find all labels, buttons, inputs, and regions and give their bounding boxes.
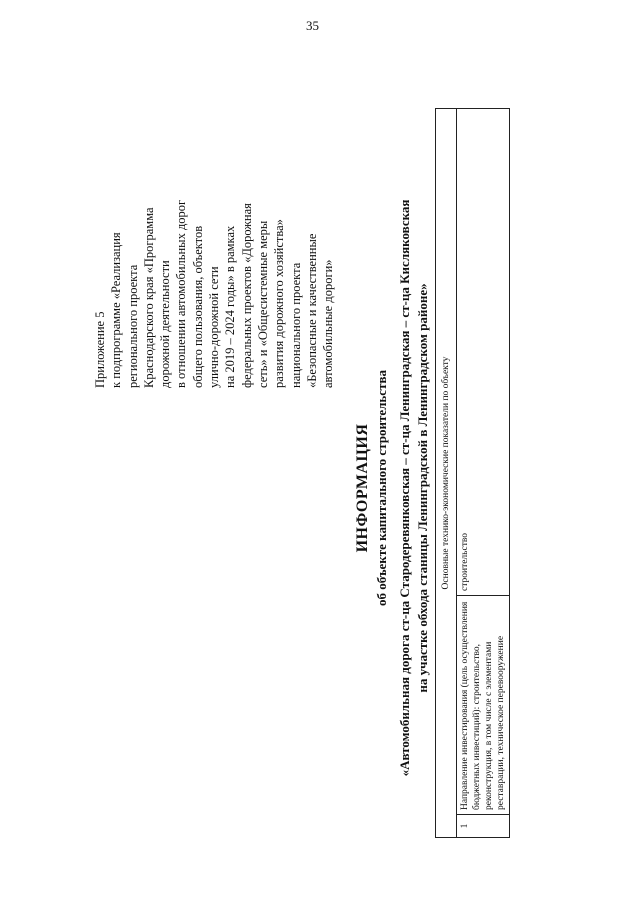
- appendix-line: дорожной деятельности: [158, 260, 173, 388]
- document-title: ИНФОРМАЦИЯ: [354, 423, 371, 553]
- appendix-line: общего пользования, объектов: [190, 225, 205, 388]
- appendix-line: в отношении автомобильных дорог: [174, 199, 189, 388]
- row-indicator-value: строительство: [457, 109, 510, 596]
- appendix-line: к подпрограмме «Реализация: [109, 232, 124, 388]
- document-subtitle: об объекте капитального строительства: [374, 370, 389, 606]
- table-row: [457, 109, 510, 838]
- appendix-line: автомобильные дороги»: [321, 259, 336, 388]
- appendix-line: Краснодарского края «Программа: [141, 207, 156, 388]
- appendix-note: [92, 128, 336, 388]
- appendix-line: сеть» и «Общесистемные меры: [255, 220, 270, 388]
- appendix-line: улично-дорожной сети: [207, 266, 222, 388]
- page-number: 35: [306, 18, 319, 33]
- appendix-line: Приложение 5: [93, 311, 107, 388]
- table-section-header: Основные технико-экономические показатели по объекту: [436, 109, 457, 838]
- appendix-line: национального проекта: [288, 262, 303, 388]
- object-name-line-2: на участке обхода станицы Ленинградской в Ленинградском районе»: [415, 283, 430, 693]
- indicators-table: [435, 108, 510, 838]
- appendix-line: федеральных проектов «Дорожная: [239, 203, 254, 388]
- object-name-line-1: «Автомобильная дорога ст-ца Стародеревянковская – ст-ца Ленинградская – ст-ца Кисляковская: [397, 199, 412, 777]
- appendix-line: «Безопасные и качественные: [304, 233, 319, 388]
- appendix-line: регионального проекта: [125, 264, 140, 388]
- rotated-page-content: [52, 98, 597, 858]
- table-section-header-row: [436, 109, 457, 838]
- appendix-line: на 2019 – 2024 годы» в рамках: [223, 225, 238, 388]
- row-number: 1: [457, 815, 510, 838]
- row-indicator-name: Направление инвестирования (цель осуществления бюджетных инвестиций): строительство, реконструкция, в том числе с элементами реставрации, техническое перевооружение: [457, 596, 510, 815]
- appendix-line: развития дорожного хозяйства»: [272, 219, 287, 388]
